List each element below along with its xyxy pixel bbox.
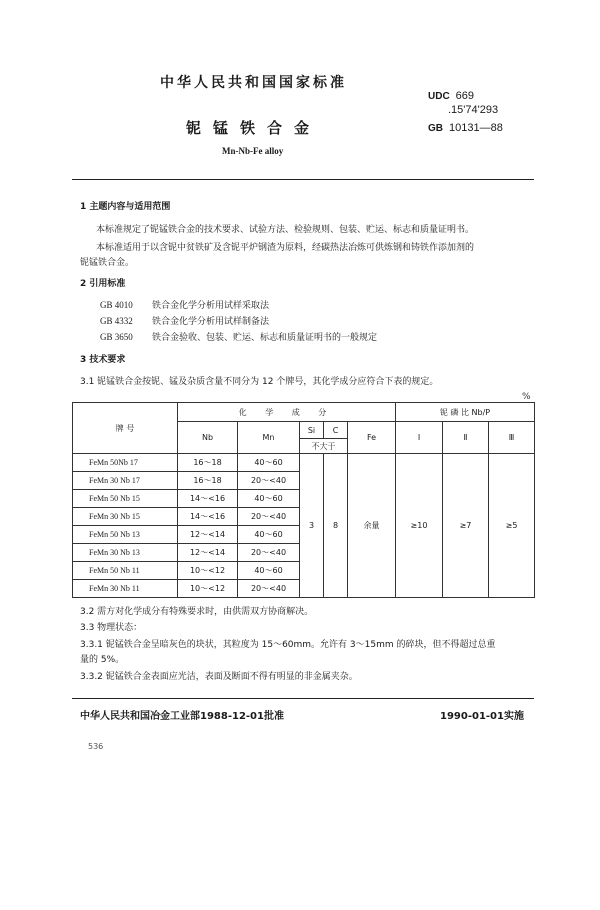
nb-cell: 16～18: [178, 472, 238, 490]
grade-cell: FeMn 30 Nb 15: [73, 508, 178, 526]
col-header-c: C: [324, 422, 348, 439]
gb-number: 10131—88: [449, 122, 503, 134]
clause-3-2: 3.2 需方对化学成分有特殊要求时，由供需双方协商解决。: [80, 607, 314, 617]
header-divider: [72, 179, 534, 180]
grade-cell: FeMn 30 Nb 13: [73, 544, 178, 562]
document-title: 铌锰铁合金: [186, 119, 322, 137]
approval-info: 中华人民共和国冶金工业部1988-12-01批准: [80, 711, 284, 722]
clause-3-3-1a: 3.3.1 铌锰铁合金呈暗灰色的块状，其粒度为 15～60mm。允许有 3～15mm 的碎块，但不得超过总重: [80, 640, 496, 650]
clause-3-3-1b: 量的 5%。: [80, 655, 125, 665]
chem-header-text: 化 学 成 分: [238, 407, 335, 417]
col-header-si: Si: [300, 422, 324, 439]
col-header-mn: Mn: [238, 422, 300, 454]
si-value-cell: 3: [300, 454, 324, 598]
section-1-para-2a: 本标准适用于以含铌中贫铁矿及含铌平炉钢渣为原料，经碳热法冶炼可供炼钢和铸铁作添加剂的: [96, 243, 475, 253]
nb-cell: 16～18: [178, 454, 238, 472]
ratio-value-2-cell: ≥7: [443, 454, 489, 598]
mn-cell: 20～<40: [238, 544, 300, 562]
nb-cell: 12～<14: [178, 544, 238, 562]
mn-cell: 40～60: [238, 526, 300, 544]
reference-code: GB 3650: [100, 332, 133, 342]
ratio-value-3-cell: ≥5: [489, 454, 535, 598]
nb-cell: 14～<16: [178, 508, 238, 526]
reference-title: 铁合金化学分析用试样采取法: [152, 301, 270, 311]
mn-cell: 20～<40: [238, 472, 300, 490]
col-header-ratio-1: Ⅰ: [396, 422, 443, 454]
nb-cell: 10～<12: [178, 580, 238, 598]
nb-cell: 10～<12: [178, 562, 238, 580]
nb-cell: 14～<16: [178, 490, 238, 508]
unit-label: %: [522, 392, 531, 402]
clause-3-3-2: 3.3.2 铌锰铁合金表面应光洁，表面及断面不得有明显的非金属夹杂。: [80, 672, 358, 682]
table-header-grade: [73, 403, 178, 454]
grade-cell: FeMn 50 Nb 13: [73, 526, 178, 544]
section-1-para-2b: 铌锰铁合金。: [80, 258, 135, 268]
col-header-nb: Nb: [178, 422, 238, 454]
col-header-ratio-2: Ⅱ: [443, 422, 489, 454]
mn-cell: 20～<40: [238, 508, 300, 526]
fe-value-cell: 余量: [348, 454, 396, 598]
col-header-ratio-3: Ⅲ: [489, 422, 535, 454]
udc-line-1: [428, 90, 474, 102]
mn-cell: 40～60: [238, 490, 300, 508]
grade-header-text: 牌 号: [115, 423, 135, 433]
clause-3-3: 3.3 物理状态：: [80, 623, 143, 633]
ratio-value-1-cell: ≥10: [396, 454, 443, 598]
table-header-ratio: [396, 403, 535, 422]
gb-label: GB: [428, 123, 443, 134]
grade-cell: FeMn 30 Nb 17: [73, 472, 178, 490]
grade-cell: FeMn 50Nb 17: [73, 454, 178, 472]
udc-label: UDC: [428, 91, 450, 102]
udc-value-1: 669: [455, 90, 475, 102]
not-more-than-label: 不大于: [300, 439, 348, 454]
effective-date: 1990-01-01实施: [440, 711, 524, 722]
page-number: 536: [88, 742, 104, 751]
chemical-composition-table: [72, 402, 535, 598]
c-value-cell: 8: [324, 454, 348, 598]
ratio-header-text: 铌 磷 比 Nb/P: [439, 407, 491, 417]
reference-item: [100, 314, 269, 327]
udc-value-2: .15'74'293: [448, 104, 499, 116]
section-1-para-1: 本标准规定了铌锰铁合金的技术要求、试验方法、检验规则、包装、贮运、标志和质量证明书。: [96, 225, 475, 235]
mn-cell: 40～60: [238, 562, 300, 580]
reference-code: GB 4332: [100, 316, 133, 326]
table-header-chem: [178, 403, 396, 422]
gb-number-line: [428, 122, 503, 134]
clause-3-1: 3.1 铌锰铁合金按铌、锰及杂质含量不同分为 12 个牌号，其化学成分应符合下表的规定。: [80, 377, 439, 387]
grade-cell: FeMn 50 Nb 11: [73, 562, 178, 580]
grade-cell: FeMn 50 Nb 15: [73, 490, 178, 508]
col-header-fe: Fe: [348, 422, 396, 454]
grade-cell: FeMn 30 Nb 11: [73, 580, 178, 598]
reference-item: [100, 298, 269, 311]
section-3-heading: 3 技术要求: [80, 355, 126, 365]
section-2-heading: 2 引用标准: [80, 279, 126, 289]
reference-item: [100, 330, 377, 343]
nb-cell: 12～<14: [178, 526, 238, 544]
standard-title: 中华人民共和国国家标准: [160, 75, 347, 91]
reference-title: 铁合金化学分析用试样制备法: [152, 317, 270, 327]
reference-code: GB 4010: [100, 300, 133, 310]
reference-title: 铁合金验收、包装、贮运、标志和质量证明书的一般规定: [152, 333, 378, 343]
mn-cell: 40～60: [238, 454, 300, 472]
footer-divider: [72, 698, 534, 699]
document-title-english: Mn-Nb-Fe alloy: [222, 146, 284, 156]
section-1-heading: 1 主题内容与适用范围: [80, 202, 171, 212]
table-row: [73, 454, 535, 472]
mn-cell: 20～<40: [238, 580, 300, 598]
